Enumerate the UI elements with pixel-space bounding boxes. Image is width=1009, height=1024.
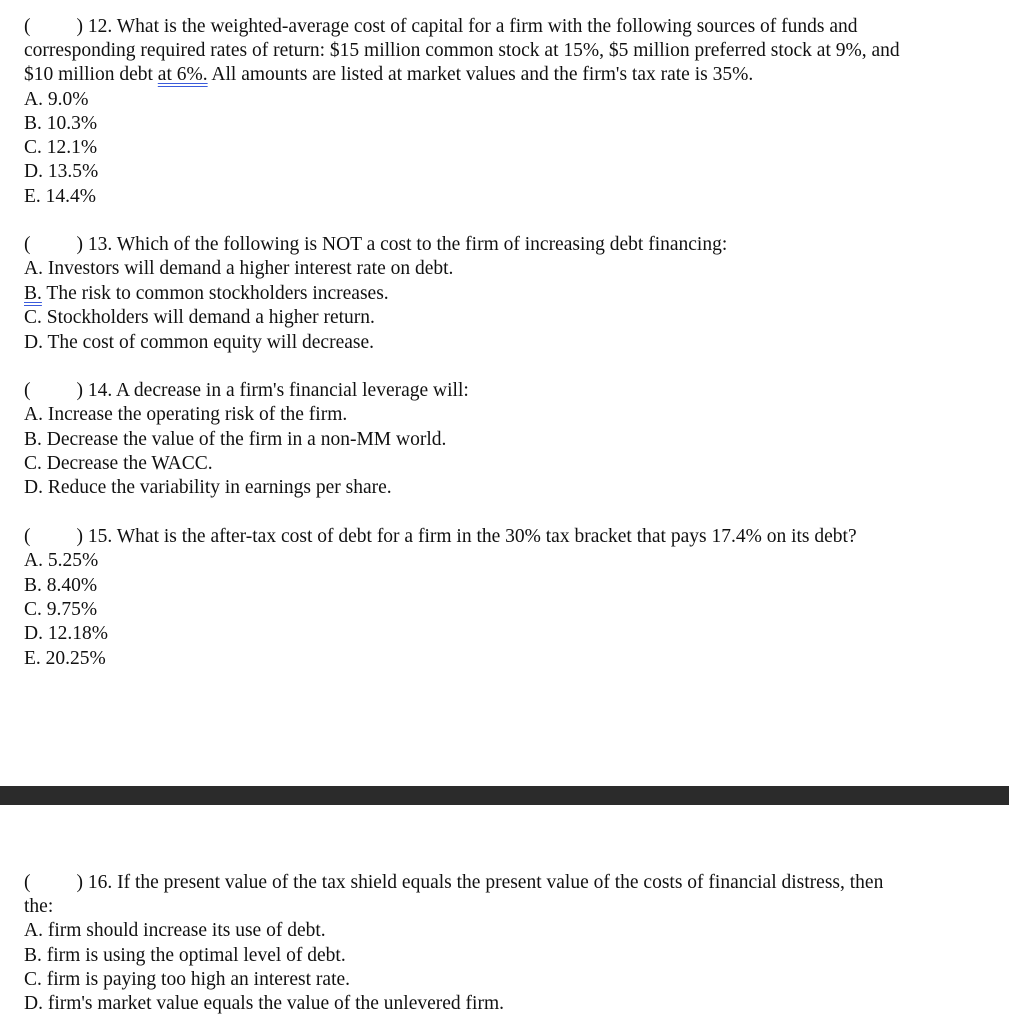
question-12-prompt: ) 12. What is the weighted-average cost of capital for a firm with the following sources of funds and <box>76 16 858 37</box>
question-14-option-b: B. Decrease the value of the firm in a non-MM world. <box>24 429 447 450</box>
question-12-option-d: D. 13.5% <box>24 161 99 182</box>
question-16-option-a: A. firm should increase its use of debt. <box>24 920 326 941</box>
answer-paren-open: ( <box>24 526 31 547</box>
question-13-prompt: ( ) 13. Which of the following is NOT a cost to the firm of increasing debt financing: <box>24 234 728 255</box>
question-15-option-a: A. 5.25% <box>24 550 99 571</box>
question-14-option-c: C. Decrease the WACC. <box>24 453 213 474</box>
question-16-option-c: C. firm is paying too high an interest rate. <box>24 969 351 990</box>
question-15-option-b: B. 8.40% <box>24 575 98 596</box>
question-16-option-b: B. firm is using the optimal level of debt. <box>24 945 346 966</box>
question-15-option-e: E. 20.25% <box>24 648 106 669</box>
question-13-option-a: A. Investors will demand a higher interest rate on debt. <box>24 258 454 279</box>
question-15-prompt: ( ) 15. What is the after-tax cost of debt for a firm in the 30% tax bracket that pays 17.4% on its debt? <box>24 526 857 547</box>
question-13-option-c: C. Stockholders will demand a higher return. <box>24 307 375 328</box>
answer-paren-open: ( <box>24 16 31 37</box>
answer-paren-open: ( <box>24 234 31 255</box>
question-12-line-2: corresponding required rates of return: $15 million common stock at 15%, $5 million preferred stock at 9%, and <box>24 40 900 61</box>
question-14-option-a: A. Increase the operating risk of the firm. <box>24 404 348 425</box>
question-16-line-2: the: <box>24 896 54 917</box>
page-divider <box>0 786 1009 805</box>
question-12-option-a: A. 9.0% <box>24 89 89 110</box>
question-16-option-d: D. firm's market value equals the value of the unlevered firm. <box>24 993 505 1014</box>
question-15-option-d: D. 12.18% <box>24 623 108 644</box>
answer-paren-open: ( <box>24 872 31 893</box>
answer-paren-open: ( <box>24 380 31 401</box>
question-12-line-3: $10 million debt at 6%. All amounts are listed at market values and the firm's tax rate is 35%. <box>24 64 754 85</box>
option-letter-marked: B. <box>24 283 42 304</box>
question-14-prompt: ( ) 14. A decrease in a firm's financial leverage will: <box>24 380 469 401</box>
question-12-option-b: B. 10.3% <box>24 113 98 134</box>
question-16-line-1: ( ) 16. If the present value of the tax shield equals the present value of the costs of financial distress, then <box>24 872 884 893</box>
question-14-option-d: D. Reduce the variability in earnings per share. <box>24 477 392 498</box>
spellcheck-mark: at 6%. <box>157 64 208 85</box>
question-12-line-1 <box>24 15 989 39</box>
question-13-option-d: D. The cost of common equity will decrease. <box>24 332 375 353</box>
question-12-option-e: E. 14.4% <box>24 186 97 207</box>
question-15-option-c: C. 9.75% <box>24 599 98 620</box>
question-12-option-c: C. 12.1% <box>24 137 98 158</box>
question-13-option-b: B. The risk to common stockholders increases. <box>24 283 389 304</box>
